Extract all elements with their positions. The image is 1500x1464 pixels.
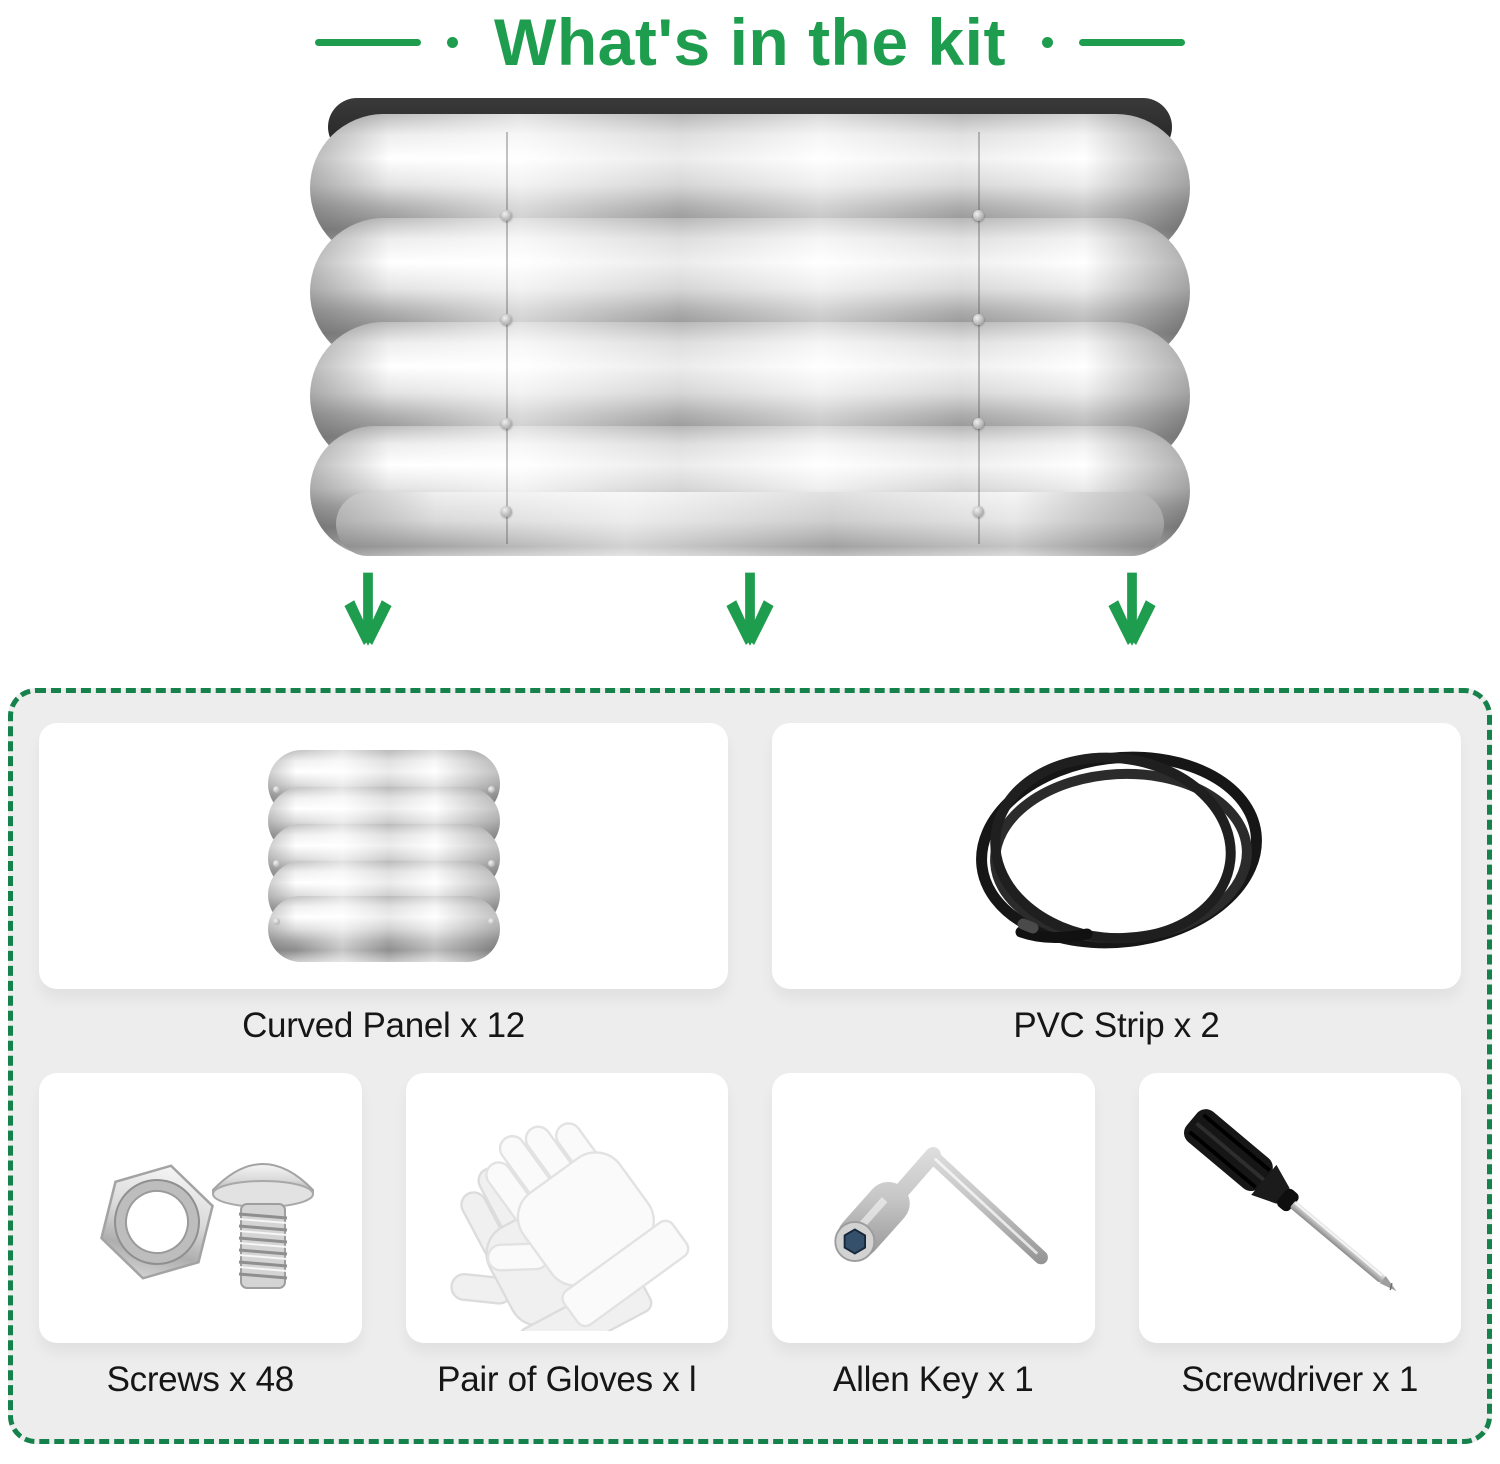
item-label: PVC Strip x 2 <box>1013 1006 1220 1045</box>
panel-seam <box>978 132 980 544</box>
title-decoration-dot-right <box>1042 37 1053 48</box>
rivet <box>973 418 984 429</box>
arrows-row <box>0 566 1500 654</box>
garden-bed-photo <box>310 98 1190 556</box>
down-arrow-icon <box>1106 566 1158 654</box>
title-decoration-dot-left <box>447 37 458 48</box>
nut-and-bolt-image <box>71 1110 329 1306</box>
rivet <box>501 506 512 517</box>
rivet <box>501 314 512 325</box>
rivet <box>501 210 512 221</box>
page-title: What's in the kit <box>494 5 1006 79</box>
item-label: Curved Panel x 12 <box>242 1006 525 1045</box>
screwdriver-card <box>1139 1073 1462 1343</box>
rivet <box>973 314 984 325</box>
rivet <box>973 506 984 517</box>
gloves-card <box>406 1073 729 1343</box>
item-label: Pair of Gloves x l <box>437 1360 697 1399</box>
white-gloves-image <box>422 1085 712 1331</box>
rivet <box>973 210 984 221</box>
curved-panel-image <box>268 750 500 962</box>
screwdriver-image <box>1160 1097 1440 1319</box>
kit-contents-box <box>8 688 1492 1444</box>
pvc-strip-coil-image <box>937 738 1297 974</box>
allen-key-card <box>772 1073 1095 1343</box>
kit-row-1-captions <box>39 1005 1461 1047</box>
kit-row-2-captions <box>39 1359 1461 1401</box>
title-decoration-line-right <box>1079 39 1185 46</box>
title-decoration-line-left <box>315 39 421 46</box>
panel-seam <box>506 132 508 544</box>
rivet <box>501 418 512 429</box>
item-label: Allen Key x 1 <box>833 1360 1034 1399</box>
item-label: Screwdriver x 1 <box>1181 1360 1419 1399</box>
bed-bottom-strip <box>336 492 1164 556</box>
pvc-strip-card <box>772 723 1461 989</box>
down-arrow-icon <box>342 566 394 654</box>
kit-row-1 <box>39 723 1461 989</box>
screws-card <box>39 1073 362 1343</box>
item-label: Screws x 48 <box>106 1360 294 1399</box>
curved-panel-card <box>39 723 728 989</box>
allen-key-image <box>793 1101 1073 1315</box>
kit-row-2 <box>39 1073 1461 1343</box>
title-row <box>0 0 1500 79</box>
down-arrow-icon <box>724 566 776 654</box>
